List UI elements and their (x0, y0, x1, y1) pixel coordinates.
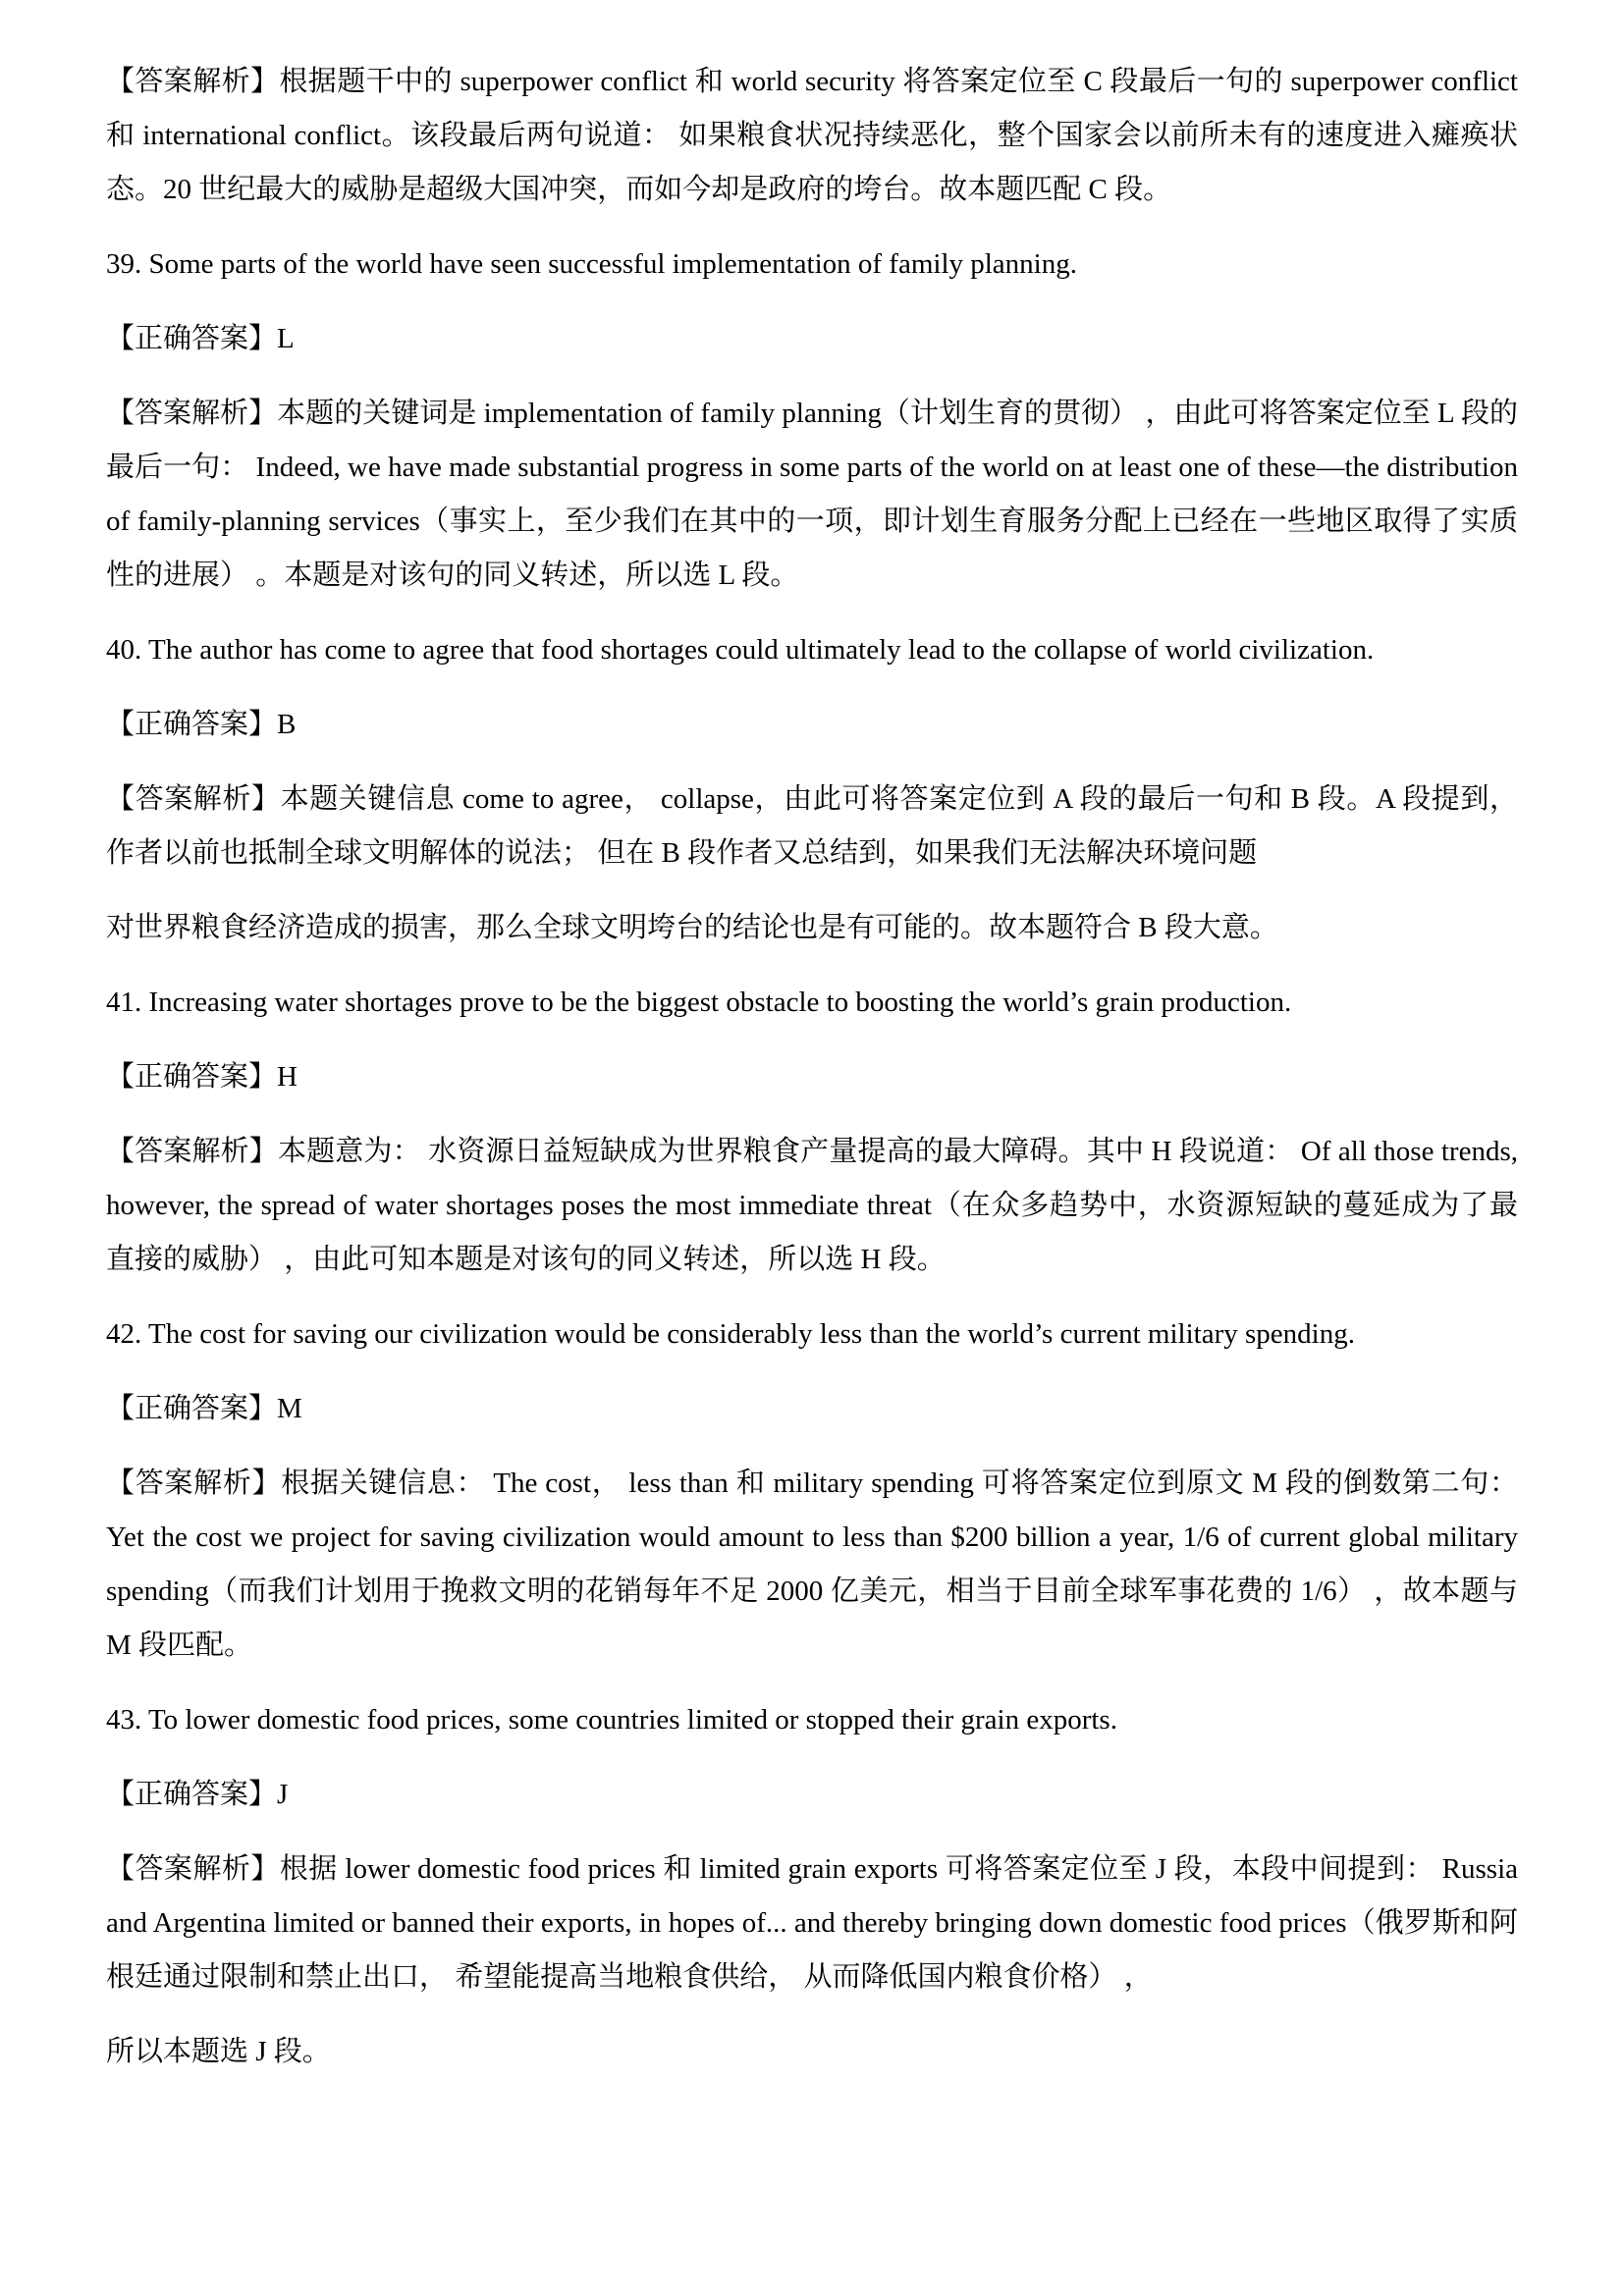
question-41: 41. Increasing water shortages prove to be the biggest obstacle to boosting the world’s grain production. (106, 987, 1292, 1018)
question-40: 40. The author has come to agree that food shortages could ultimately lead to the collapse of world civilization. (106, 634, 1375, 666)
answer-analysis-c: 【答案解析】根据题干中的 superpower conflict 和 world security 将答案定位至 C 段最后一句的 superpower conflict 和 international conflict。该段最后两句说道： 如果粮食状况持续恶化，整个国家会以前所未有的速度进入瘫痪状态。20 世纪最大的威胁是超级大国冲突，而如今却是政府的垮台。故本题匹配 C 段。 (106, 66, 1518, 205)
answer-analysis-41: 【答案解析】本题意为： 水资源日益短缺成为世界粮食产量提高的最大障碍。其中 H 段说道： Of all those trends, however, the spread of water shortages poses the most immediate threat（在众多趋势中，水资源短缺的蔓延成为了最直接的威胁） ，由此可知本题是对该句的同义转述，所以选 H 段。 (106, 1136, 1518, 1275)
correct-answer-41: 【正确答案】H (106, 1061, 298, 1093)
question-39: 39. Some parts of the world have seen successful implementation of family planning. (106, 248, 1077, 280)
answer-analysis-40-part2: 对世界粮食经济造成的损害，那么全球文明垮台的结论也是有可能的。故本题符合 B 段大意。 (106, 912, 1278, 943)
answer-analysis-39: 【答案解析】本题的关键词是 implementation of family planning（计划生育的贯彻） ，由此可将答案定位至 L 段的最后一句： Indeed, we have made substantial progress in some parts of the world on at least one of these—the distribution of family-planning services（事实上，至少我们在其中的一项，即计划生育服务分配上已经在一些地区取得了实质性的进展） 。本题是对该句的同义转述，所以选 L 段。 (106, 398, 1518, 591)
correct-answer-42: 【正确答案】M (106, 1393, 302, 1424)
answer-analysis-43-part1: 【答案解析】根据 lower domestic food prices 和 limited grain exports 可将答案定位至 J 段，本段中间提到： Russia and Argentina limited or banned their exports, in hopes of... and thereby bringing down domestic food prices（俄罗斯和阿根廷通过限制和禁止出口， 希望能提高当地粮食供给， 从而降低国内粮食价格） ， (106, 1853, 1518, 1993)
answer-analysis-43-part2: 所以本题选 J 段。 (106, 2036, 331, 2067)
question-43: 43. To lower domestic food prices, some countries limited or stopped their grain exports. (106, 1704, 1117, 1735)
correct-answer-40: 【正确答案】B (106, 709, 297, 740)
correct-answer-43: 【正确答案】J (106, 1779, 289, 1810)
answer-analysis-42: 【答案解析】根据关键信息： The cost， less than 和 military spending 可将答案定位到原文 M 段的倒数第二句： Yet the cost we project for saving civilization would amount to less than $200 billion a year, 1/6 of current global military spending（而我们计划用于挽救文明的花销每年不足 2000 亿美元，相当于目前全球军事花费的 1/6） ，故本题与 M 段匹配。 (106, 1468, 1518, 1661)
question-42: 42. The cost for saving our civilization would be considerably less than the world’s current military spending. (106, 1318, 1355, 1350)
answer-analysis-40-part1: 【答案解析】本题关键信息 come to agree， collapse，由此可将答案定位到 A 段的最后一句和 B 段。A 段提到，作者以前也抵制全球文明解体的说法； 但在 B 段作者又总结到，如果我们无法解决环境问题 (106, 783, 1518, 869)
correct-answer-39: 【正确答案】L (106, 323, 295, 354)
